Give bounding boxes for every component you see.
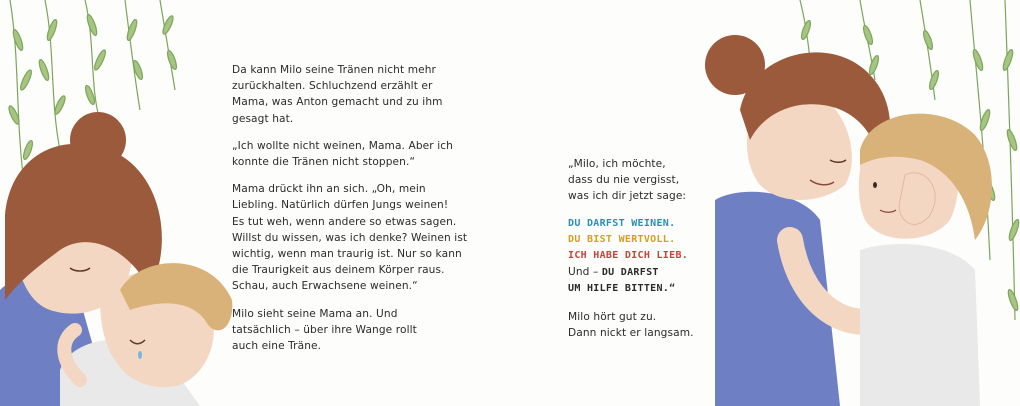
left-paragraph-2: „Ich wollte nicht weinen, Mama. Aber ich konnte die Tränen nicht stoppen.“	[232, 139, 453, 169]
right-affirmations	[568, 216, 748, 298]
right-intro: „Milo, ich möchte, dass du nie vergisst, was ich dir jetzt sage:	[568, 158, 687, 203]
left-paragraph-1: Da kann Milo seine Tränen nicht mehr zurückhalten. Schluchzend erzählt er Mama, was Anton gemacht und zu ihm gesagt hat.	[232, 64, 443, 125]
right-page-text	[568, 156, 748, 352]
affirmation-4-line	[568, 264, 748, 281]
left-paragraph-4: Milo sieht seine Mama an. Und tatsächlich – über ihre Wange rollt auch eine Träne.	[232, 307, 417, 353]
affirmation-4-prefix: Und –	[568, 266, 602, 279]
affirmation-4-caps-1: DU DARFST	[601, 267, 659, 279]
right-outro: Milo hört gut zu. Dann nickt er langsam.	[568, 310, 694, 339]
affirmation-4-caps-2: UM HILFE BITTEN.“	[568, 283, 676, 295]
left-page-text	[232, 62, 482, 365]
affirmation-1: DU DARFST WEINEN.	[568, 217, 676, 229]
affirmation-3: ICH HABE DICH LIEB.	[568, 250, 689, 262]
affirmation-2: DU BIST WERTVOLL.	[568, 233, 676, 245]
boy-listening-right	[859, 114, 992, 406]
left-paragraph-3: Mama drückt ihn an sich. „Oh, mein Liebling. Natürlich dürfen Jungs weinen! Es tut weh, wenn andere so etwas sagen. Willst du wissen, was ich denke? Weinen ist wichtig, wenn man traurig ist. Nur so kann die Traurigkeit aus deinem Körper raus. Schau, auch Erwachsene weinen.“	[232, 183, 468, 293]
